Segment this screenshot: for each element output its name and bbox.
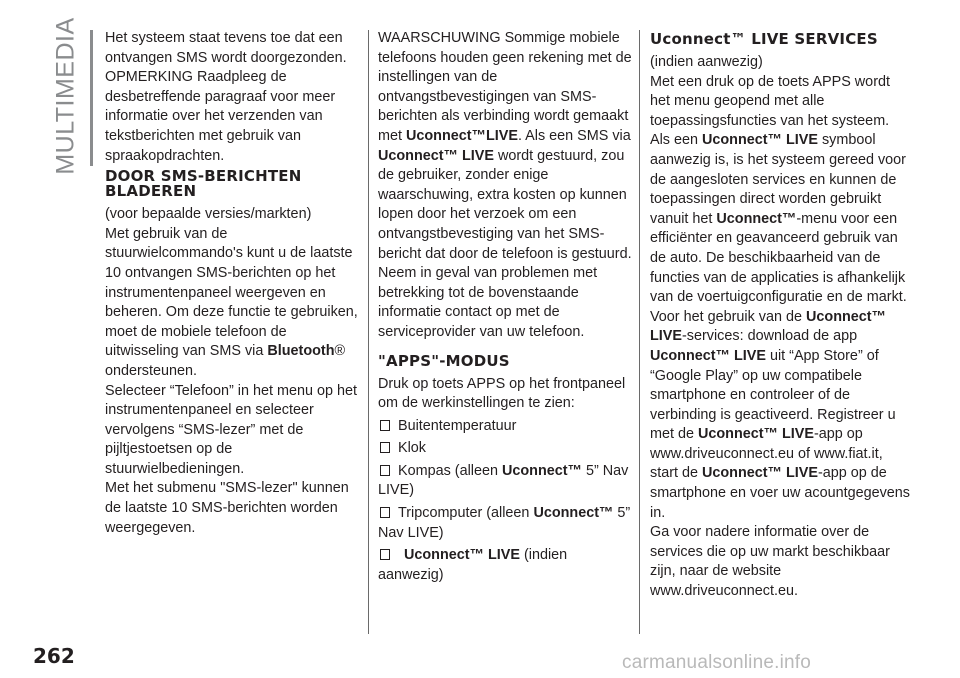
bold-text: Uconnect™ LIVE bbox=[378, 147, 494, 164]
text: Klok bbox=[398, 440, 426, 457]
text: -app op www.driveuconnect.eu of www.fiat.it, start de bbox=[650, 426, 883, 482]
watermark: carmanualsonline.info bbox=[622, 652, 812, 673]
paragraph: OPMERKING Raadpleeg de desbetreffende paragraaf voor meer informatie over het verzenden van tekstberichten met gebruik van spraakopdrachten. bbox=[105, 69, 336, 164]
column-divider-1 bbox=[368, 30, 369, 634]
bold-text: Uconnect™ bbox=[533, 505, 614, 522]
text: (indien aanwezig) bbox=[378, 547, 568, 583]
checkbox-bullet-icon bbox=[380, 549, 390, 560]
text: Buitentemperatuur bbox=[398, 417, 517, 434]
text: ® ondersteunen. bbox=[105, 343, 346, 379]
paragraph: (voor bepaalde versies/markten) bbox=[105, 206, 312, 223]
list-item bbox=[378, 417, 632, 437]
paragraph bbox=[105, 225, 359, 382]
checkbox-bullet-icon bbox=[380, 442, 390, 453]
column-divider-2 bbox=[639, 30, 640, 634]
text: -services: download de app bbox=[682, 328, 858, 345]
bold-text: Uconnect™ bbox=[716, 210, 797, 227]
bold-text: Uconnect™ LIVE bbox=[702, 465, 818, 482]
paragraph bbox=[650, 73, 910, 308]
paragraph: Met het submenu "SMS-lezer" kunnen de laatste 10 SMS-berichten worden weergegeven. bbox=[105, 480, 349, 536]
text: WAARSCHUWING Sommige mobiele telefoons houden geen rekening met de instellingen van de ontvangstbevestigingen van SMS-berichten als verbinding wordt gemaakt met bbox=[378, 30, 632, 144]
list-item bbox=[378, 546, 632, 585]
bold-text: Uconnect™ LIVE bbox=[698, 426, 814, 443]
text: Tripcomputer (alleen bbox=[398, 505, 534, 522]
checkbox-bullet-icon bbox=[380, 465, 390, 476]
section-heading: Uconnect™ LIVE SERVICES bbox=[650, 30, 878, 48]
column-1 bbox=[105, 29, 359, 538]
section-label bbox=[46, 17, 86, 175]
section-marker-bar bbox=[90, 30, 93, 166]
section-heading: "APPS"-MODUS bbox=[378, 351, 510, 370]
paragraph bbox=[650, 308, 910, 524]
paragraph: Druk op toets APPS op het frontpaneel om de werkinstellingen te zien: bbox=[378, 375, 626, 412]
bold-text: Uconnect™ LIVE bbox=[650, 308, 886, 345]
column-3 bbox=[650, 29, 910, 602]
text: symbool aanwezig is, is het systeem gereed voor de aangesloten services en kunnen de toepassingen direct worden gebruikt vanuit het bbox=[650, 132, 906, 227]
paragraph: Selecteer “Telefoon” in het menu op het instrumentenpaneel en selecteer vervolgens “SMS-lezer” met de pijltjestoetsen op de stuurwielbedieningen. bbox=[105, 382, 357, 477]
text: -menu voor een efficiënter en geavanceerd gebruik van de auto. De beschikbaarheid van de functies van de applicaties is afhankelijk van de voertuigconfiguratie en de markt. bbox=[650, 210, 907, 306]
text: wordt gestuurd, zou de gebruiker, zonder enige waarschuwing, extra kosten op kunnen lopen door het verzoek om een ontvangstbevestiging van het SMS-bericht dat door de telefoon is gestuurd. Neem in geval van problemen met betrekking tot de bovenstaande informatie contact op met de serviceprovider van uw telefoon. bbox=[378, 147, 632, 340]
list-item bbox=[378, 439, 632, 459]
paragraph: (indien aanwezig) bbox=[650, 54, 763, 70]
bold-text: Bluetooth bbox=[267, 343, 335, 360]
text: Met gebruik van de stuurwielcommando's kunt u de laatste 10 ontvangen SMS-berichten op het instrumentenpaneel weergeven en beheren. Om deze functie te gebruiken, moet de mobiele telefoon de uitwisseling van SMS via bbox=[105, 225, 358, 360]
bold-text: Uconnect™ LIVE bbox=[404, 547, 520, 564]
paragraph: Het systeem staat tevens toe dat een ontvangen SMS wordt doorgezonden. bbox=[105, 30, 347, 66]
text: 5” Nav LIVE) bbox=[378, 462, 629, 499]
paragraph bbox=[378, 29, 632, 343]
text: -app op de smartphone en voer uw acountgegevens in. bbox=[650, 465, 911, 521]
bold-text: Uconnect™ bbox=[502, 462, 582, 479]
page-number: 262 bbox=[33, 644, 75, 668]
text: 5” Nav LIVE) bbox=[378, 505, 631, 541]
list-item bbox=[378, 462, 632, 501]
section-label-text: MULTIMEDIA bbox=[51, 17, 80, 175]
bold-text: Uconnect™ LIVE bbox=[702, 132, 818, 149]
text: uit “App Store” of “Google Play” op uw compatibele smartphone en controleer of de verbinding is geactiveerd. Registreer u met de bbox=[650, 347, 896, 443]
bold-text: Uconnect™ LIVE bbox=[650, 347, 766, 364]
text: Met een druk op de toets APPS wordt het menu geopend met alle toepassingsfuncties van het systeem. Als een bbox=[650, 73, 890, 149]
column-2 bbox=[378, 29, 632, 588]
list-item bbox=[378, 504, 632, 543]
section-heading: DOOR SMS-BERICHTEN BLADEREN bbox=[105, 167, 302, 201]
text: Kompas (alleen bbox=[398, 462, 502, 479]
checkbox-bullet-icon bbox=[380, 507, 390, 518]
text: . Als een SMS via bbox=[517, 127, 631, 144]
checkbox-bullet-icon bbox=[380, 420, 390, 431]
bold-text: Uconnect™LIVE bbox=[406, 127, 518, 144]
text: Voor het gebruik van de bbox=[650, 308, 807, 325]
paragraph: Ga voor nadere informatie over de services die op uw markt beschikbaar zijn, naar de website www.driveuconnect.eu. bbox=[650, 524, 890, 600]
